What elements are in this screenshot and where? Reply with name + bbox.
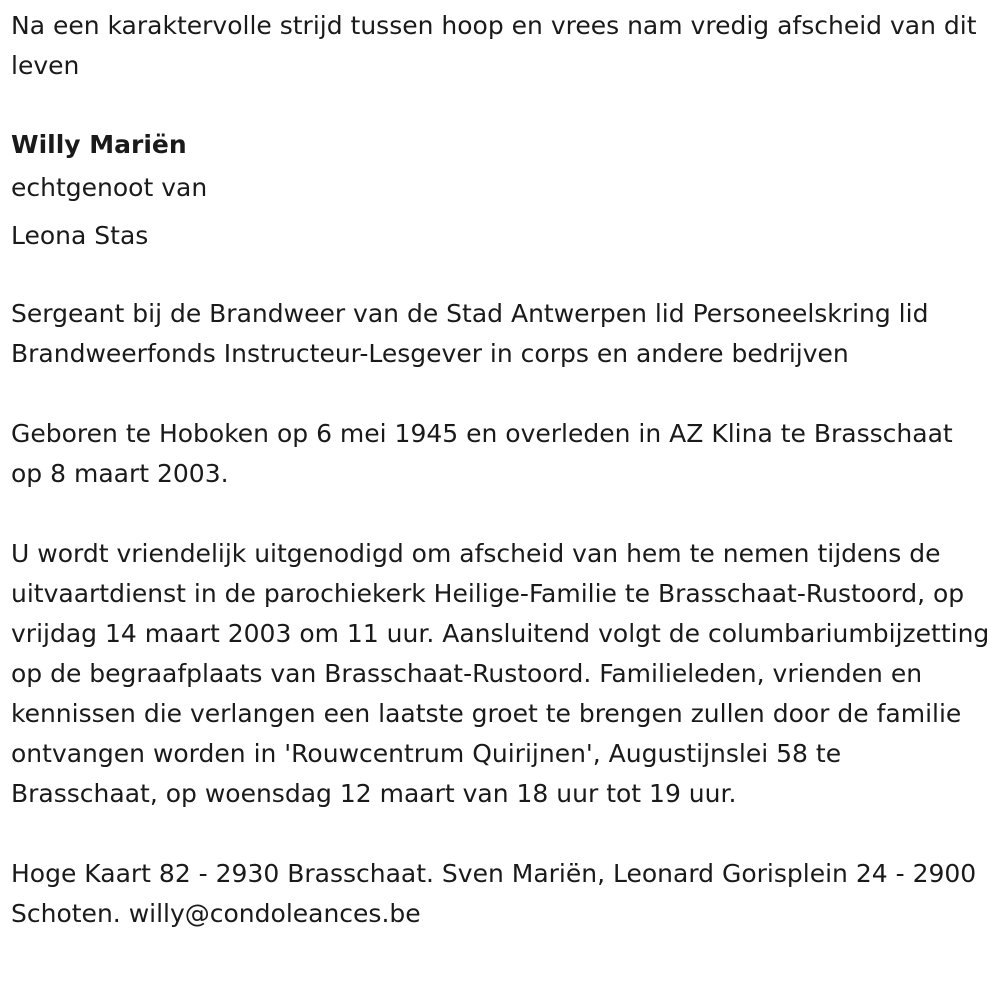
email-link[interactable]: willy@condoleances.be [128, 899, 421, 928]
spacer [11, 260, 990, 294]
relation-label: echtgenoot van [11, 173, 208, 202]
spouse-name: Leona Stas [11, 221, 149, 250]
address-text: Hoge Kaart 82 - 2930 Brasschaat. Sven Mariën, Leonard Gorisplein 24 - 2900 Schoten. [11, 859, 977, 928]
intro-text: Na een karaktervolle strijd tussen hoop en vrees nam vredig afscheid van dit leven [11, 11, 977, 80]
address-paragraph [11, 854, 990, 934]
deceased-name: Willy Mariën [11, 130, 187, 159]
ceremony-text: U wordt vriendelijk uitgenodigd om afscheid van hem te nemen tijdens de uitvaartdienst in de parochiekerk Heilige-Familie te Brasschaat-Rustoord, op vrijdag 14 maart 2003 om 11 uur. Aansluitend volgt de columbariumbijzetting op de begraafplaats van Brasschaat-Rustoord. Familieleden, vrienden en kennissen die verlangen een laatste groet te brengen zullen door de familie ontvangen worden in 'Rouwcentrum Quirijnen', Augustijnslei 58 te Brasschaat, op woensdag 12 maart van 18 uur tot 19 uur. [11, 539, 990, 808]
birth-death-text: Geboren te Hoboken op 6 mei 1945 en overleden in AZ Klina te Brasschaat op 8 maart 2003. [11, 419, 953, 488]
occupation-text: Sergeant bij de Brandweer van de Stad Antwerpen lid Personeelskring lid Brandweerfonds Instructeur-Lesgever in corps en andere bedrijven [11, 299, 929, 368]
